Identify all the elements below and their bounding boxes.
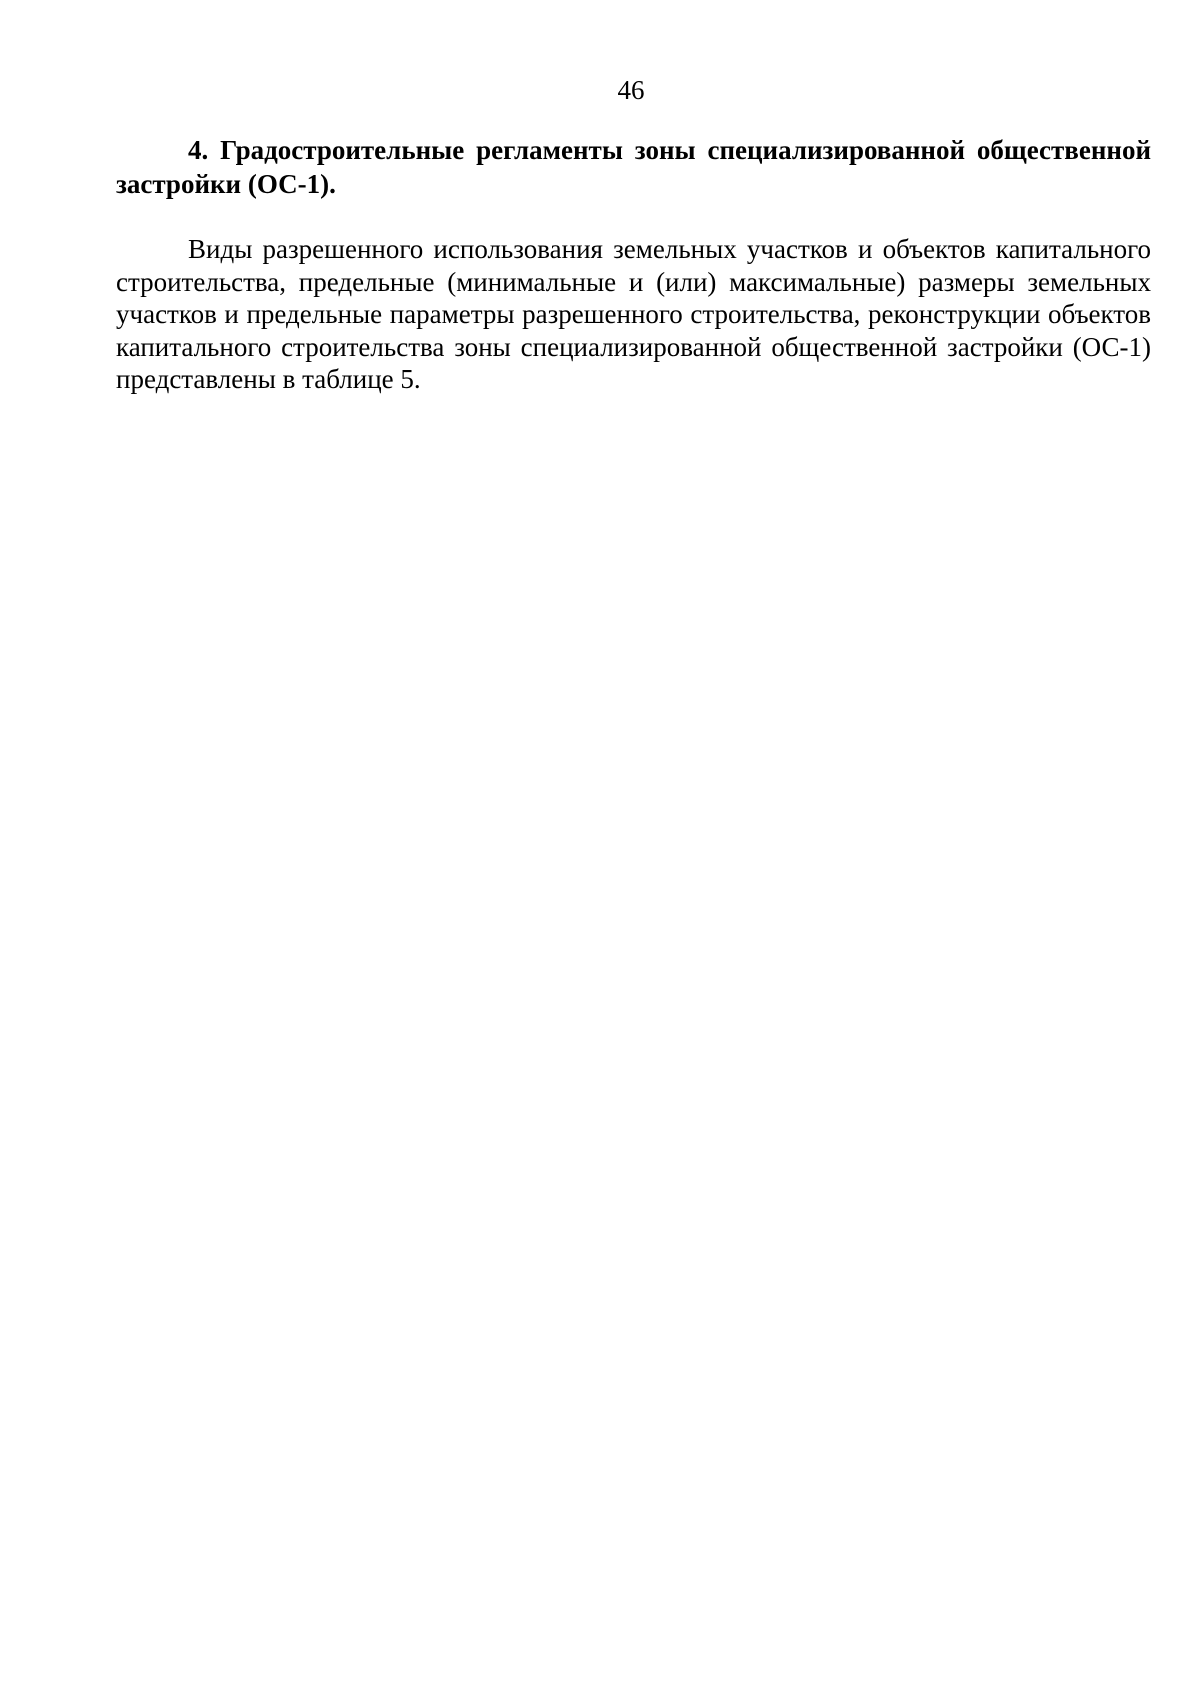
page-number: 46 <box>617 75 645 105</box>
section-heading: 4. Градостроительные регламенты зоны специализированной общественной застройки (ОС-1). <box>116 135 1151 199</box>
body-paragraph: Виды разрешенного использования земельных участков и объектов капитального строительства, предельные (минимальные и (или) максимальные) размеры земельных участков и предельные параметры разрешенного строительства, реконструкции объектов капитального строительства зоны специализированной общественной застройки (ОС-1) представлены в таблице 5. <box>116 234 1151 394</box>
